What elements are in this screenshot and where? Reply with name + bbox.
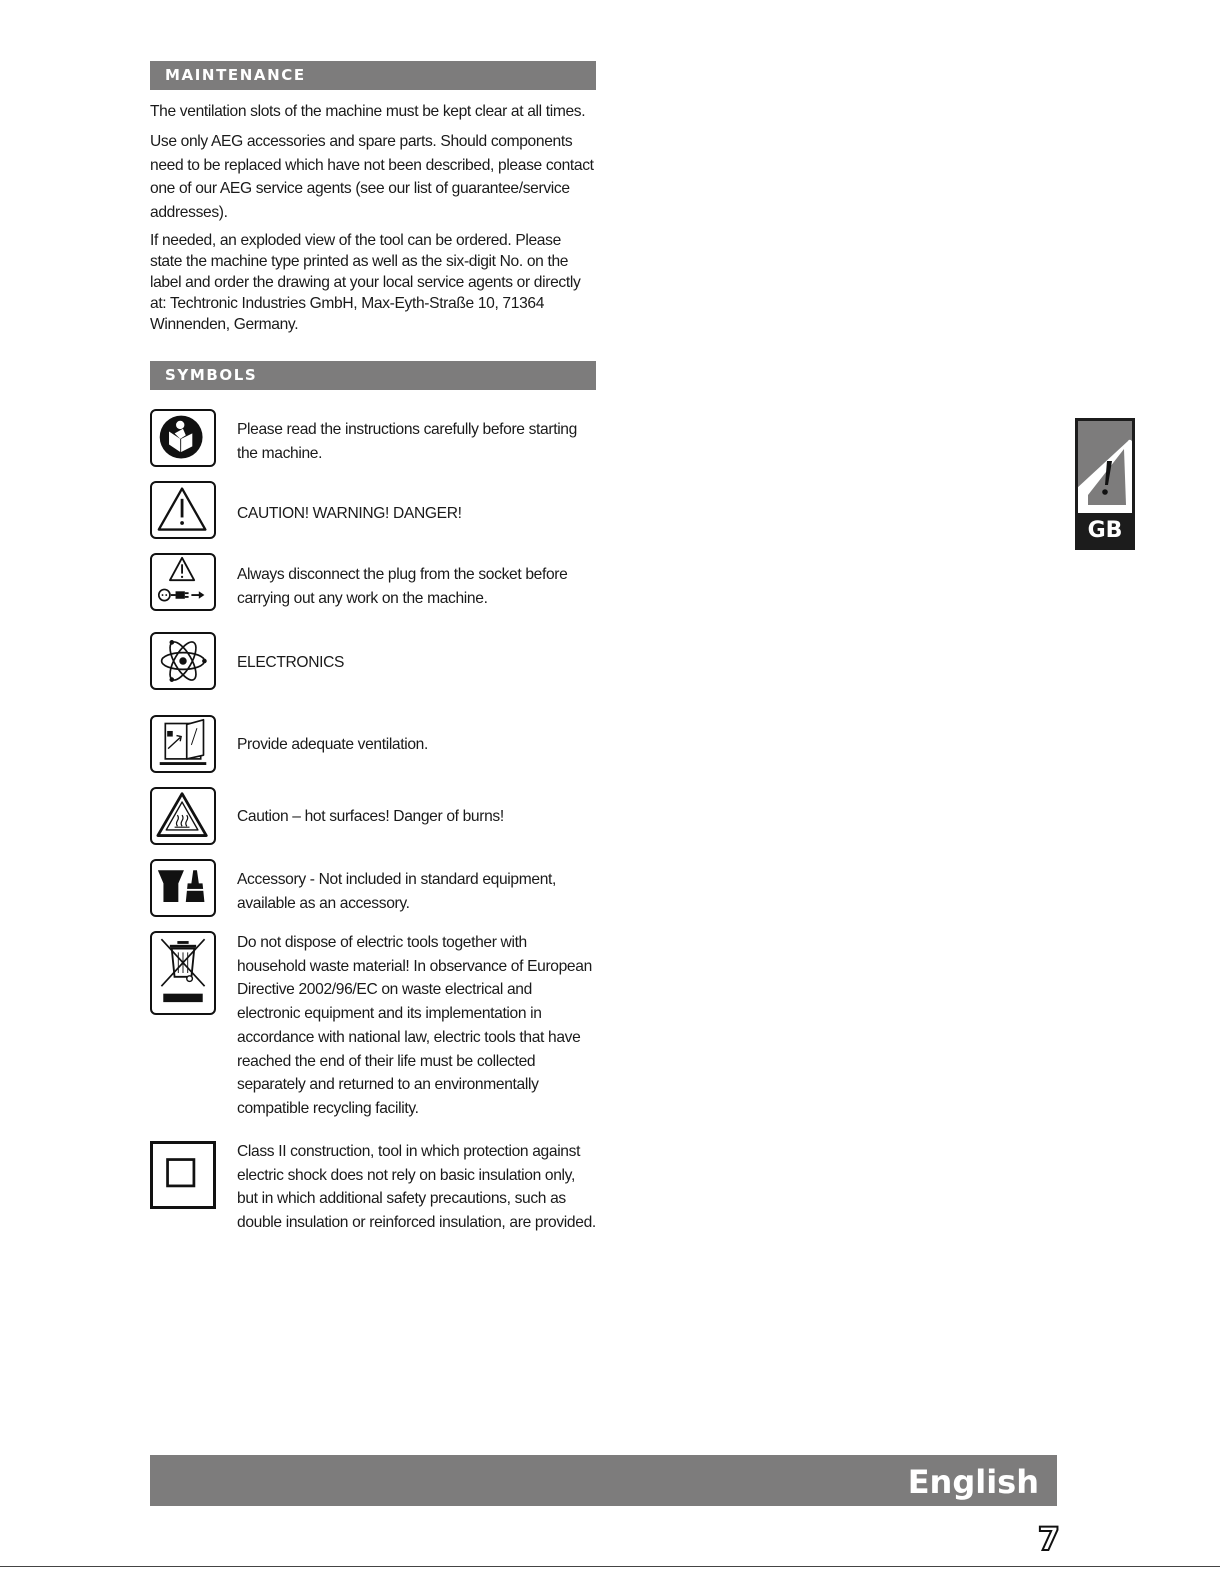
warning-exclamation-icon — [1078, 421, 1132, 513]
symbol-text-electronics: ELECTRONICS — [237, 654, 345, 671]
symbol-text-weee: Do not dispose of electric tools together with household waste material! In observance of European Directive 2002/96/EC on waste electrical and electronic equipment and its implementation in accordance with national law, electric tools that have reached the end of their life must be collected separately and returned to an environmentally compatible recycling facility. — [237, 934, 592, 1117]
symbol-text-warning: CAUTION! WARNING! DANGER! — [237, 505, 462, 522]
symbol-text-ventilation: Provide adequate ventilation. — [237, 736, 428, 753]
symbol-text-accessory: Accessory - Not included in standard equipment, available as an accessory. — [237, 871, 556, 912]
symbols-heading: SYMBOLS — [150, 361, 596, 390]
symbol-text-disconnect: Always disconnect the plug from the socket before carrying out any work on the machine. — [237, 566, 568, 607]
language-code-label: GB — [1087, 518, 1123, 543]
symbol-text-class-ii: Class II construction, tool in which protection against electric shock does not rely on basic insulation only, but in which additional safety precautions, such as double insulation or reinforced insulation, are provided. — [237, 1143, 596, 1232]
read-manual-icon — [150, 409, 216, 467]
bottom-divider — [0, 1566, 1220, 1567]
hot-surface-icon — [150, 787, 216, 845]
symbol-text-hot-surface: Caution – hot surfaces! Danger of burns! — [237, 808, 504, 825]
maintenance-paragraph-2: Use only AEG accessories and spare parts. Should components need to be replaced which have not been described, please contact one of our AEG service agents (see our list of guarantee/service addresses). — [150, 133, 594, 222]
accessory-icon — [150, 859, 216, 917]
footer-language-bar — [150, 1455, 1057, 1506]
language-side-tab — [1075, 418, 1135, 550]
page-number: 7 — [1037, 1520, 1060, 1558]
symbol-text-read-manual: Please read the instructions carefully before starting the machine. — [237, 421, 577, 462]
footer-language-label: English — [907, 1463, 1039, 1501]
class-ii-icon — [150, 1141, 216, 1209]
weee-bin-icon — [150, 931, 216, 1015]
maintenance-paragraph-3: If needed, an exploded view of the tool can be ordered. Please state the machine type printed as well as the six-digit No. on the label and order the drawing at your local service agents or directly at: Techtronic Industries GmbH, Max-Eyth-Straße 10, 71364 Winnenden, Germany. — [150, 232, 581, 333]
disconnect-plug-icon — [150, 553, 216, 611]
maintenance-heading: MAINTENANCE — [150, 61, 596, 90]
electronics-atom-icon — [150, 632, 216, 690]
warning-triangle-icon — [150, 481, 216, 539]
ventilation-icon — [150, 715, 216, 773]
maintenance-paragraph-1: The ventilation slots of the machine must be kept clear at all times. — [150, 103, 586, 120]
